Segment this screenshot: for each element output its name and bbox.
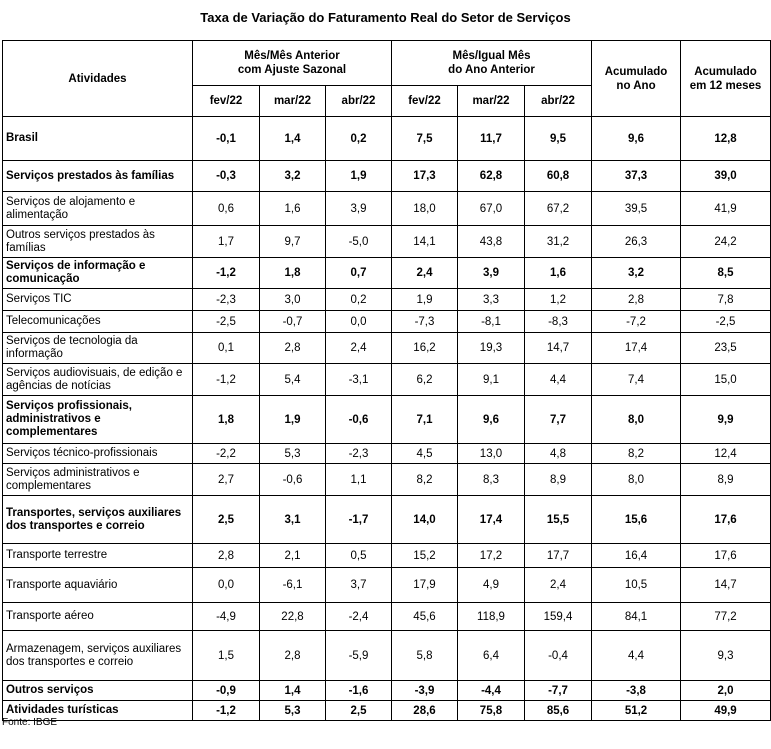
value-cell: 6,4 bbox=[458, 631, 525, 681]
services-table bbox=[2, 40, 771, 721]
value-cell: 5,4 bbox=[260, 364, 326, 396]
value-cell: 11,7 bbox=[458, 117, 525, 161]
table-row bbox=[3, 258, 771, 289]
value-cell: 9,6 bbox=[592, 117, 681, 161]
value-cell: -1,2 bbox=[193, 364, 260, 396]
value-cell: 0,7 bbox=[326, 258, 392, 289]
value-cell: -2,5 bbox=[193, 311, 260, 333]
value-cell: 15,2 bbox=[392, 544, 458, 568]
value-cell: 8,0 bbox=[592, 464, 681, 496]
value-cell: 28,6 bbox=[392, 701, 458, 721]
activity-label: Transporte aéreo bbox=[3, 603, 193, 631]
value-cell: 37,3 bbox=[592, 161, 681, 192]
value-cell: 1,2 bbox=[525, 289, 592, 311]
value-cell: 7,7 bbox=[525, 396, 592, 444]
value-cell: 14,1 bbox=[392, 226, 458, 258]
value-cell: 39,5 bbox=[592, 192, 681, 226]
value-cell: 14,7 bbox=[681, 568, 771, 603]
value-cell: -3,8 bbox=[592, 681, 681, 701]
value-cell: 8,5 bbox=[681, 258, 771, 289]
value-cell: 8,0 bbox=[592, 396, 681, 444]
value-cell: 3,3 bbox=[458, 289, 525, 311]
value-cell: 2,5 bbox=[193, 496, 260, 544]
value-cell: 14,0 bbox=[392, 496, 458, 544]
value-cell: 49,9 bbox=[681, 701, 771, 721]
value-cell: 4,5 bbox=[392, 444, 458, 464]
value-cell: 12,8 bbox=[681, 117, 771, 161]
value-cell: -1,2 bbox=[193, 701, 260, 721]
value-cell: 1,9 bbox=[392, 289, 458, 311]
table-row bbox=[3, 289, 771, 311]
value-cell: 1,9 bbox=[326, 161, 392, 192]
header-activity: Atividades bbox=[3, 41, 193, 117]
value-cell: 9,3 bbox=[681, 631, 771, 681]
value-cell: 62,8 bbox=[458, 161, 525, 192]
value-cell: 17,6 bbox=[681, 544, 771, 568]
value-cell: -0,4 bbox=[525, 631, 592, 681]
value-cell: -2,2 bbox=[193, 444, 260, 464]
value-cell: 0,2 bbox=[326, 117, 392, 161]
activity-label: Brasil bbox=[3, 117, 193, 161]
value-cell: 26,3 bbox=[592, 226, 681, 258]
value-cell: -0,6 bbox=[326, 396, 392, 444]
value-cell: 18,0 bbox=[392, 192, 458, 226]
table-row bbox=[3, 364, 771, 396]
value-cell: 16,4 bbox=[592, 544, 681, 568]
value-cell: 9,5 bbox=[525, 117, 592, 161]
value-cell: 15,6 bbox=[592, 496, 681, 544]
value-cell: 15,5 bbox=[525, 496, 592, 544]
table-row bbox=[3, 117, 771, 161]
value-cell: 2,4 bbox=[525, 568, 592, 603]
header-group-yearly-line1: Mês/Igual Mês bbox=[452, 50, 531, 62]
value-cell: 4,4 bbox=[525, 364, 592, 396]
value-cell: 51,2 bbox=[592, 701, 681, 721]
activity-label: Atividades turísticas bbox=[3, 701, 193, 721]
value-cell: -7,3 bbox=[392, 311, 458, 333]
value-cell: 85,6 bbox=[525, 701, 592, 721]
value-cell: 3,2 bbox=[260, 161, 326, 192]
activity-label: Telecomunicações bbox=[3, 311, 193, 333]
value-cell: -4,4 bbox=[458, 681, 525, 701]
value-cell: -7,7 bbox=[525, 681, 592, 701]
activity-label: Serviços audiovisuais, de edição e agências de notícias bbox=[3, 364, 193, 396]
header-group-monthly bbox=[193, 41, 392, 86]
value-cell: -0,1 bbox=[193, 117, 260, 161]
value-cell: 41,9 bbox=[681, 192, 771, 226]
value-cell: 0,0 bbox=[193, 568, 260, 603]
value-cell: 4,8 bbox=[525, 444, 592, 464]
value-cell: -3,9 bbox=[392, 681, 458, 701]
value-cell: 3,9 bbox=[326, 192, 392, 226]
table-row bbox=[3, 396, 771, 444]
value-cell: 3,0 bbox=[260, 289, 326, 311]
value-cell: 7,1 bbox=[392, 396, 458, 444]
table-row bbox=[3, 631, 771, 681]
activity-label: Serviços administrativos e complementares bbox=[3, 464, 193, 496]
table-row bbox=[3, 226, 771, 258]
value-cell: 84,1 bbox=[592, 603, 681, 631]
value-cell: 159,4 bbox=[525, 603, 592, 631]
header-month: fev/22 bbox=[193, 86, 260, 117]
header-group-yearly bbox=[392, 41, 592, 86]
source-note: Fonte: IBGE bbox=[2, 717, 58, 728]
header-accumulated-12m bbox=[681, 41, 771, 117]
header-month: abr/22 bbox=[525, 86, 592, 117]
value-cell: 2,8 bbox=[592, 289, 681, 311]
value-cell: 0,5 bbox=[326, 544, 392, 568]
value-cell: 2,8 bbox=[260, 631, 326, 681]
value-cell: 2,1 bbox=[260, 544, 326, 568]
table-row bbox=[3, 333, 771, 364]
value-cell: -0,3 bbox=[193, 161, 260, 192]
value-cell: 31,2 bbox=[525, 226, 592, 258]
value-cell: -2,5 bbox=[681, 311, 771, 333]
value-cell: -1,6 bbox=[326, 681, 392, 701]
value-cell: 9,7 bbox=[260, 226, 326, 258]
header-month: mar/22 bbox=[458, 86, 525, 117]
value-cell: 67,0 bbox=[458, 192, 525, 226]
value-cell: 0,1 bbox=[193, 333, 260, 364]
value-cell: 2,7 bbox=[193, 464, 260, 496]
value-cell: 4,4 bbox=[592, 631, 681, 681]
value-cell: 1,1 bbox=[326, 464, 392, 496]
table-row bbox=[3, 568, 771, 603]
value-cell: 3,9 bbox=[458, 258, 525, 289]
activity-label: Transporte aquaviário bbox=[3, 568, 193, 603]
value-cell: 17,6 bbox=[681, 496, 771, 544]
activity-label: Serviços TIC bbox=[3, 289, 193, 311]
value-cell: 9,6 bbox=[458, 396, 525, 444]
table-row bbox=[3, 681, 771, 701]
value-cell: 17,3 bbox=[392, 161, 458, 192]
value-cell: -3,1 bbox=[326, 364, 392, 396]
value-cell: 2,8 bbox=[193, 544, 260, 568]
value-cell: 3,1 bbox=[260, 496, 326, 544]
table-row bbox=[3, 496, 771, 544]
value-cell: -0,6 bbox=[260, 464, 326, 496]
value-cell: 17,7 bbox=[525, 544, 592, 568]
table-row bbox=[3, 192, 771, 226]
value-cell: 3,2 bbox=[592, 258, 681, 289]
value-cell: -5,9 bbox=[326, 631, 392, 681]
value-cell: 9,1 bbox=[458, 364, 525, 396]
header-group-monthly-line2: com Ajuste Sazonal bbox=[237, 64, 347, 76]
value-cell: 1,5 bbox=[193, 631, 260, 681]
activity-label: Serviços de tecnologia da informação bbox=[3, 333, 193, 364]
activity-label: Armazenagem, serviços auxiliares dos transportes e correio bbox=[3, 631, 193, 681]
value-cell: 5,3 bbox=[260, 444, 326, 464]
value-cell: 2,8 bbox=[260, 333, 326, 364]
value-cell: 8,2 bbox=[592, 444, 681, 464]
value-cell: 1,6 bbox=[260, 192, 326, 226]
value-cell: 77,2 bbox=[681, 603, 771, 631]
value-cell: 22,8 bbox=[260, 603, 326, 631]
value-cell: 6,2 bbox=[392, 364, 458, 396]
value-cell: 75,8 bbox=[458, 701, 525, 721]
value-cell: 0,0 bbox=[326, 311, 392, 333]
header-accumulated-year-line2: no Ano bbox=[616, 79, 656, 92]
value-cell: -1,2 bbox=[193, 258, 260, 289]
value-cell: 19,3 bbox=[458, 333, 525, 364]
value-cell: 14,7 bbox=[525, 333, 592, 364]
value-cell: 45,6 bbox=[392, 603, 458, 631]
header-group-monthly-line1: Mês/Mês Anterior bbox=[244, 50, 340, 62]
value-cell: 8,9 bbox=[525, 464, 592, 496]
value-cell: 3,7 bbox=[326, 568, 392, 603]
value-cell: 24,2 bbox=[681, 226, 771, 258]
value-cell: 17,4 bbox=[458, 496, 525, 544]
header-accumulated-year bbox=[592, 41, 681, 117]
value-cell: 2,4 bbox=[326, 333, 392, 364]
value-cell: 8,9 bbox=[681, 464, 771, 496]
activity-label: Serviços prestados às famílias bbox=[3, 161, 193, 192]
value-cell: 9,9 bbox=[681, 396, 771, 444]
value-cell: -5,0 bbox=[326, 226, 392, 258]
table-row bbox=[3, 544, 771, 568]
table-row bbox=[3, 444, 771, 464]
value-cell: -2,4 bbox=[326, 603, 392, 631]
value-cell: 5,8 bbox=[392, 631, 458, 681]
activity-label: Outros serviços prestados às famílias bbox=[3, 226, 193, 258]
value-cell: 10,5 bbox=[592, 568, 681, 603]
table-title: Taxa de Variação do Faturamento Real do Setor de Serviços bbox=[200, 10, 571, 25]
value-cell: 1,6 bbox=[525, 258, 592, 289]
value-cell: 1,4 bbox=[260, 681, 326, 701]
activity-label: Transporte terrestre bbox=[3, 544, 193, 568]
value-cell: -4,9 bbox=[193, 603, 260, 631]
header-month: mar/22 bbox=[260, 86, 326, 117]
value-cell: 60,8 bbox=[525, 161, 592, 192]
value-cell: -0,9 bbox=[193, 681, 260, 701]
activity-label: Outros serviços bbox=[3, 681, 193, 701]
value-cell: 7,5 bbox=[392, 117, 458, 161]
header-accumulated-year-line1: Acumulado bbox=[604, 65, 668, 78]
activity-label: Serviços técnico-profissionais bbox=[3, 444, 193, 464]
value-cell: -8,3 bbox=[525, 311, 592, 333]
value-cell: 4,9 bbox=[458, 568, 525, 603]
value-cell: 17,9 bbox=[392, 568, 458, 603]
value-cell: 7,8 bbox=[681, 289, 771, 311]
value-cell: 1,8 bbox=[193, 396, 260, 444]
value-cell: -1,7 bbox=[326, 496, 392, 544]
table-row bbox=[3, 311, 771, 333]
header-accumulated-12m-line1: Acumulado bbox=[694, 65, 757, 78]
value-cell: 2,4 bbox=[392, 258, 458, 289]
value-cell: 15,0 bbox=[681, 364, 771, 396]
value-cell: -2,3 bbox=[193, 289, 260, 311]
table-row bbox=[3, 701, 771, 721]
value-cell: 1,9 bbox=[260, 396, 326, 444]
value-cell: 39,0 bbox=[681, 161, 771, 192]
value-cell: 17,2 bbox=[458, 544, 525, 568]
value-cell: 7,4 bbox=[592, 364, 681, 396]
header-group-yearly-line2: do Ano Anterior bbox=[448, 64, 535, 76]
value-cell: -6,1 bbox=[260, 568, 326, 603]
value-cell: 1,8 bbox=[260, 258, 326, 289]
header-month: abr/22 bbox=[326, 86, 392, 117]
header-accumulated-12m-line2: em 12 meses bbox=[689, 79, 762, 92]
activity-label: Serviços profissionais, administrativos e complementares bbox=[3, 396, 193, 444]
value-cell: 8,3 bbox=[458, 464, 525, 496]
value-cell: -2,3 bbox=[326, 444, 392, 464]
value-cell: 23,5 bbox=[681, 333, 771, 364]
table-row bbox=[3, 603, 771, 631]
value-cell: 43,8 bbox=[458, 226, 525, 258]
value-cell: 17,4 bbox=[592, 333, 681, 364]
value-cell: 8,2 bbox=[392, 464, 458, 496]
value-cell: 0,6 bbox=[193, 192, 260, 226]
value-cell: 0,2 bbox=[326, 289, 392, 311]
value-cell: 5,3 bbox=[260, 701, 326, 721]
header-month: fev/22 bbox=[392, 86, 458, 117]
activity-label: Serviços de informação e comunicação bbox=[3, 258, 193, 289]
value-cell: 1,4 bbox=[260, 117, 326, 161]
value-cell: 12,4 bbox=[681, 444, 771, 464]
value-cell: 2,0 bbox=[681, 681, 771, 701]
value-cell: -8,1 bbox=[458, 311, 525, 333]
table-row bbox=[3, 464, 771, 496]
value-cell: 67,2 bbox=[525, 192, 592, 226]
value-cell: -0,7 bbox=[260, 311, 326, 333]
value-cell: 13,0 bbox=[458, 444, 525, 464]
value-cell: 1,7 bbox=[193, 226, 260, 258]
value-cell: 16,2 bbox=[392, 333, 458, 364]
value-cell: -7,2 bbox=[592, 311, 681, 333]
activity-label: Serviços de alojamento e alimentação bbox=[3, 192, 193, 226]
value-cell: 2,5 bbox=[326, 701, 392, 721]
value-cell: 118,9 bbox=[458, 603, 525, 631]
activity-label: Transportes, serviços auxiliares dos transportes e correio bbox=[3, 496, 193, 544]
table-row bbox=[3, 161, 771, 192]
